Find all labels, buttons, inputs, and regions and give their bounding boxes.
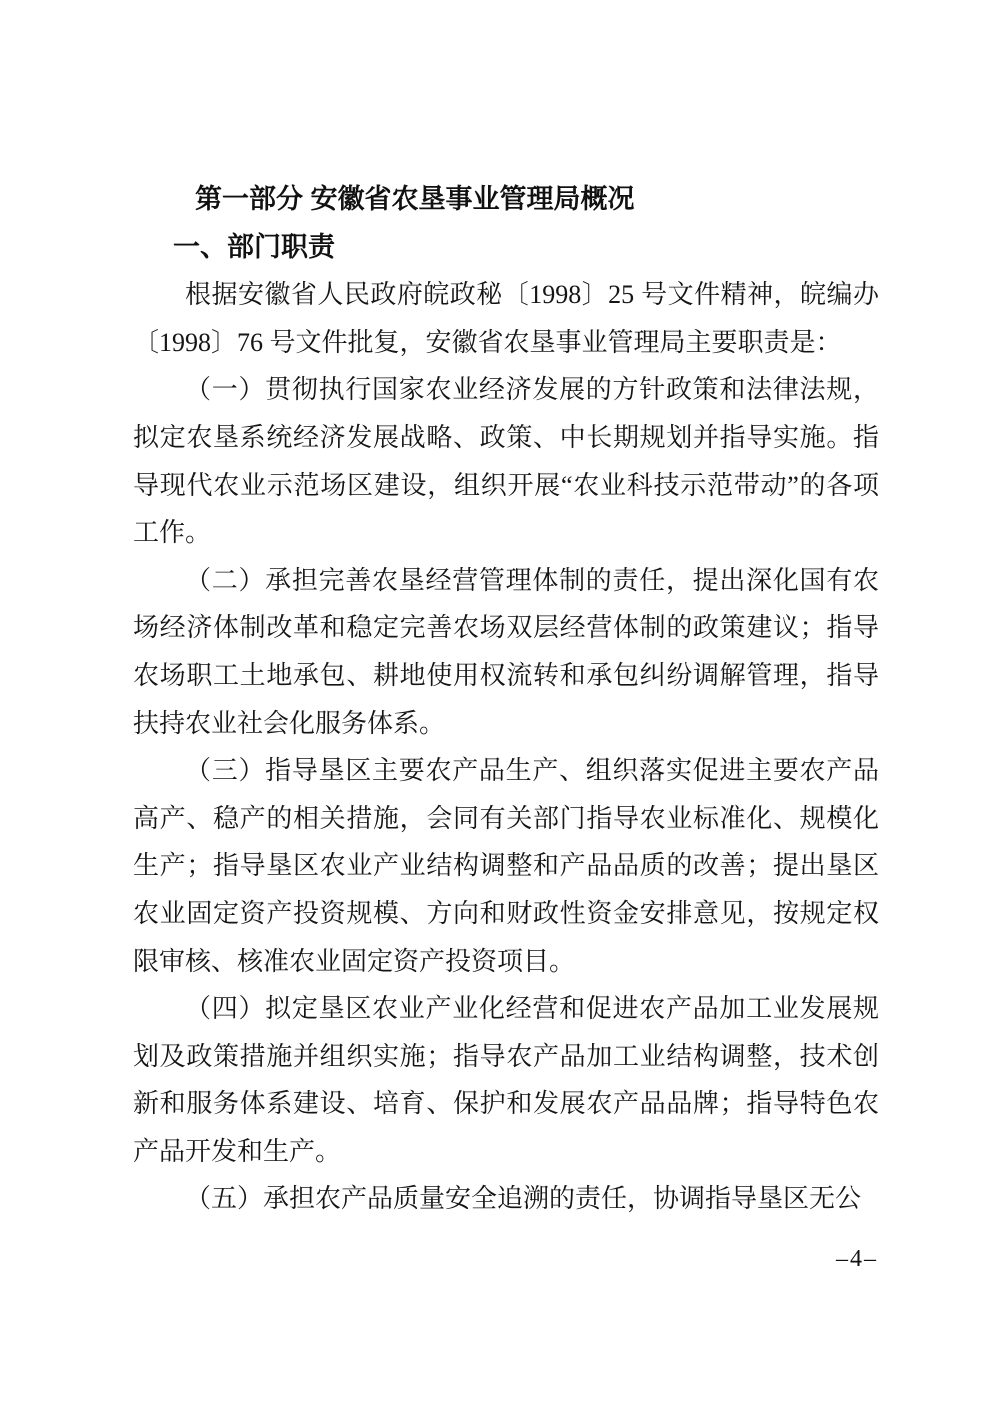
paragraph-item-2: （二）承担完善农垦经营管理体制的责任，提出深化国有农场经济体制改革和稳定完善农场双层经营体制的政策建议；指导农场职工土地承包、耕地使用权流转和承包纠纷调解管理，指导扶持农业社会化服务体系。 [133,565,879,738]
document-content [133,176,879,1223]
page-number: –4– [836,1246,878,1272]
paragraph-item-1: （一）贯彻执行国家农业经济发展的方针政策和法律法规，拟定农垦系统经济发展战略、政策、中长期规划并指导实施。指导现代农业示范场区建设，组织开展“农业科技示范带动”的各项工作。 [133,375,879,548]
paragraph-item-4: （四）拟定垦区农业产业化经营和促进农产品加工业发展规划及政策措施并组织实施；指导农产品加工业结构调整，技术创新和服务体系建设、培育、保护和发展农产品品牌；指导特色农产品开发和生产。 [133,994,879,1166]
paragraph-item-5: （五）承担农产品质量安全追溯的责任，协调指导垦区无公 [185,1184,862,1214]
section-heading: 第一部分 安徽省农垦事业管理局概况 [195,184,635,214]
sub-heading: 一、部门职责 [173,231,335,262]
paragraph-item-3: （三）指导垦区主要农产品生产、组织落实促进主要农产品高产、稳产的相关措施，会同有关部门指导农业标准化、规模化生产；指导垦区农业产业结构调整和产品品质的改善；提出垦区农业固定资产投资规模、方向和财政性资金安排意见，按规定权限审核、核准农业固定资产投资项目。 [133,756,879,976]
paragraph-intro: 根据安徽省人民政府皖政秘〔1998〕25 号文件精神，皖编办〔1998〕76 号文件批复，安徽省农垦事业管理局主要职责是： [133,280,879,357]
